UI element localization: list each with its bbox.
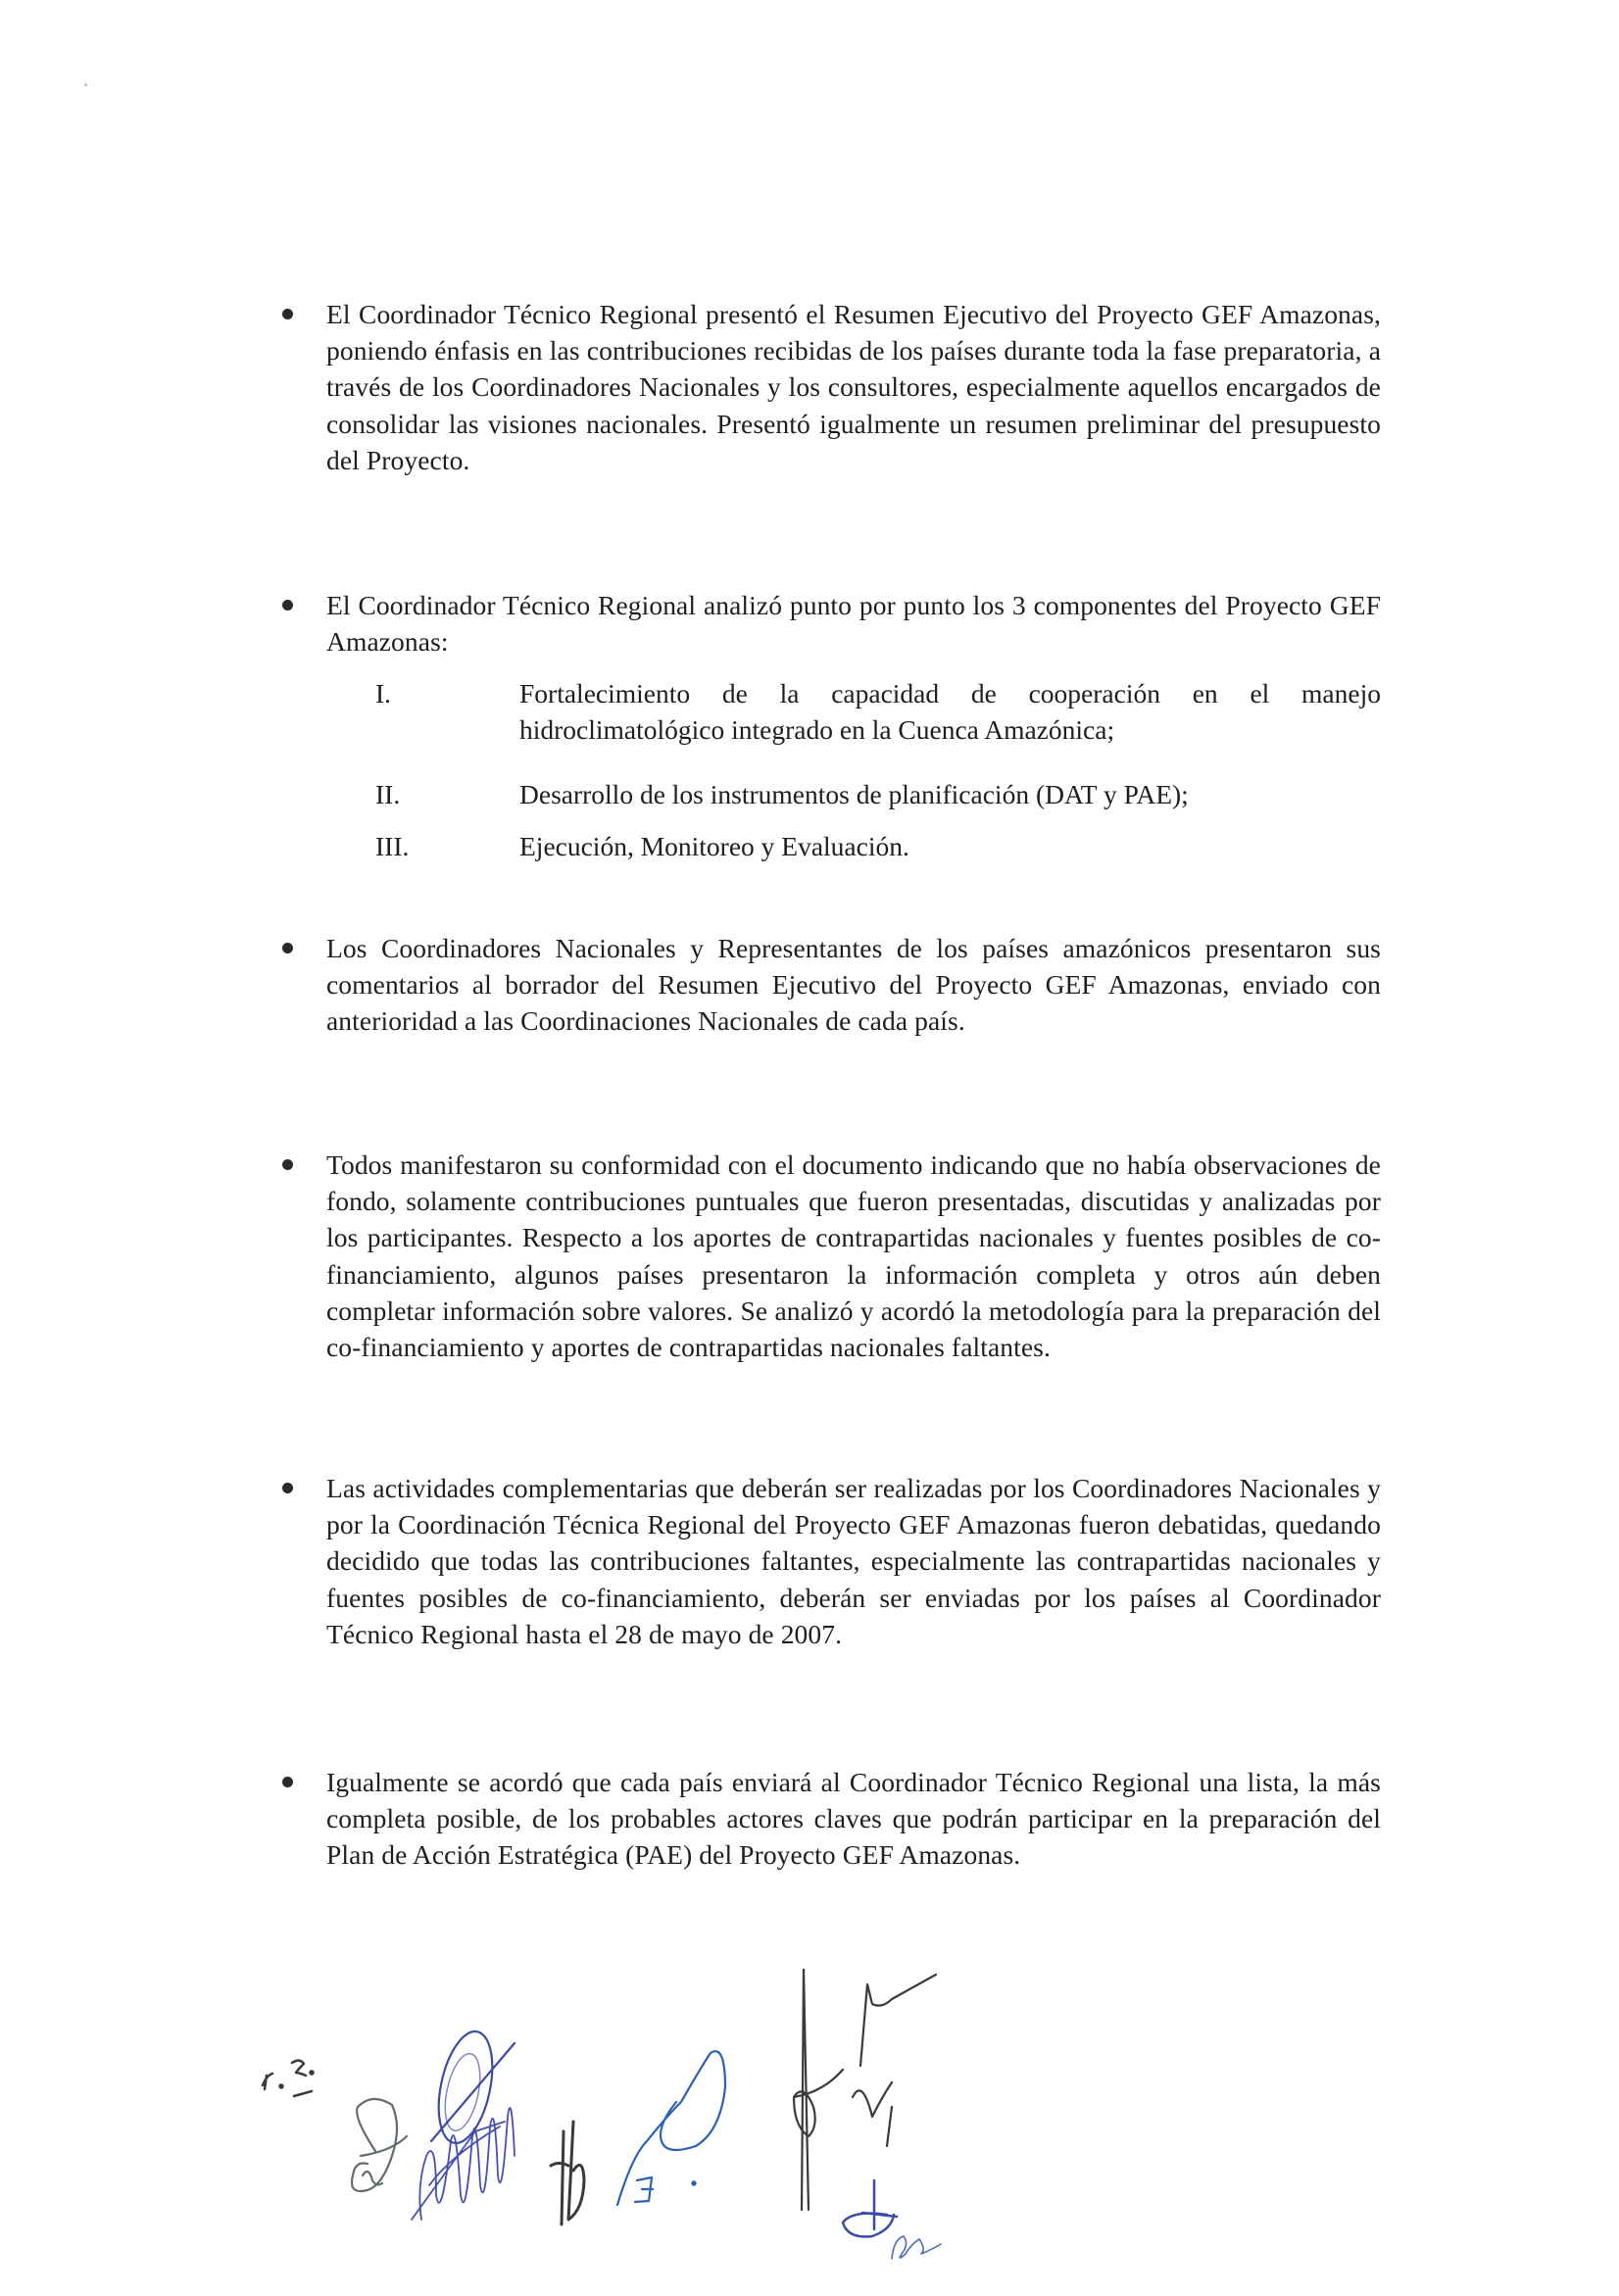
- bullet-paragraph-5: [326, 1470, 1381, 1652]
- component-number: II.: [375, 779, 401, 810]
- signature-7: [853, 1975, 936, 2146]
- component-text: Desarrollo de los instrumentos de planificación (DAT y PAE);: [519, 779, 1189, 810]
- paragraph-text: Igualmente se acordó que cada país enviará al Coordinador Técnico Regional una lista, la más completa posible, de los probables actores claves que podrán participar en la preparación del Plan de Acción Estratégica (PAE) del Proyecto GEF Amazonas.: [326, 1767, 1381, 1871]
- bullet-icon: [282, 1159, 293, 1170]
- bullet-paragraph-6: [326, 1764, 1381, 1874]
- component-number: III.: [375, 830, 410, 861]
- component-text: Fortalecimiento de la capacidad de cooperación en el manejo hidroclimatológico integrado en la Cuenca Amazónica;: [519, 678, 1381, 746]
- bullet-icon: [282, 1483, 293, 1493]
- signature-6: [794, 1970, 843, 2210]
- signature-5: [617, 2051, 725, 2205]
- signatures-block: [245, 1960, 1617, 2291]
- signature-8: [843, 2180, 897, 2236]
- component-number: I.: [375, 678, 392, 708]
- paragraph-text: Los Coordinadores Nacionales y Representantes de los países amazónicos presentaron sus comentarios al borrador del Resumen Ejecutivo del Proyecto GEF Amazonas, enviado con anterioridad a las Coordinaciones Nacionales de cada país.: [326, 933, 1381, 1037]
- bullet-icon: [282, 943, 293, 953]
- component-item-3: [375, 828, 1381, 864]
- component-text: Ejecución, Monitoreo y Evaluación.: [519, 830, 909, 861]
- bullet-icon: [282, 309, 293, 319]
- signature-3: [412, 2108, 515, 2220]
- components-list: [375, 675, 1381, 893]
- signature-4: [551, 2122, 584, 2224]
- paragraph-text: Todos manifestaron su conformidad con el documento indicando que no había observaciones de fondo, solamente contribuciones puntuales que fueron presentadas, discutidas y analizadas por los participantes. Respecto a los aportes de contrapartidas nacionales y fuentes posibles de co-financiamiento, algunos países presentaron la información completa y otros aún deben completar información sobre valores. Se analizó y acordó la metodología para la preparación del co-financiamiento y aportes de contrapartidas nacionales faltantes.: [326, 1149, 1381, 1363]
- bullet-paragraph-1: [326, 296, 1381, 478]
- paragraph-text: El Coordinador Técnico Regional presentó el Resumen Ejecutivo del Proyecto GEF Amazonas, poniendo énfasis en las contribuciones recibidas de los países durante toda la fase preparatoria, a través de los Coordinadores Nacionales y los consultores, especialmente aquellos encargados de consolidar las visiones nacionales. Presentó igualmente un resumen preliminar del presupuesto del Proyecto.: [326, 299, 1381, 475]
- initials-signature: [263, 2061, 314, 2096]
- signature-2: [429, 2027, 515, 2148]
- paragraph-text: Las actividades complementarias que deberán ser realizadas por los Coordinadores Nacionales y por la Coordinación Técnica Regional del Proyecto GEF Amazonas fueron debatidas, quedando decidido que todas las contribuciones faltantes, especialmente las contrapartidas nacionales y fuentes posibles de co-financiamiento, deberán ser enviadas por los países al Coordinador Técnico Regional hasta el 28 de mayo de 2007.: [326, 1473, 1381, 1649]
- scan-speck: [84, 83, 87, 86]
- component-item-1: [375, 675, 1381, 748]
- bullet-icon: [282, 1777, 293, 1787]
- bullet-paragraph-3: [326, 930, 1381, 1040]
- signature-9: [892, 2236, 941, 2259]
- bullet-icon: [282, 600, 293, 611]
- paragraph-text: El Coordinador Técnico Regional analizó punto por punto los 3 componentes del Proyecto GEF Amazonas:: [326, 590, 1381, 658]
- signature-1: [352, 2099, 407, 2191]
- bullet-paragraph-4: [326, 1147, 1381, 1365]
- bullet-paragraph-2: [326, 587, 1381, 659]
- component-item-2: [375, 776, 1381, 812]
